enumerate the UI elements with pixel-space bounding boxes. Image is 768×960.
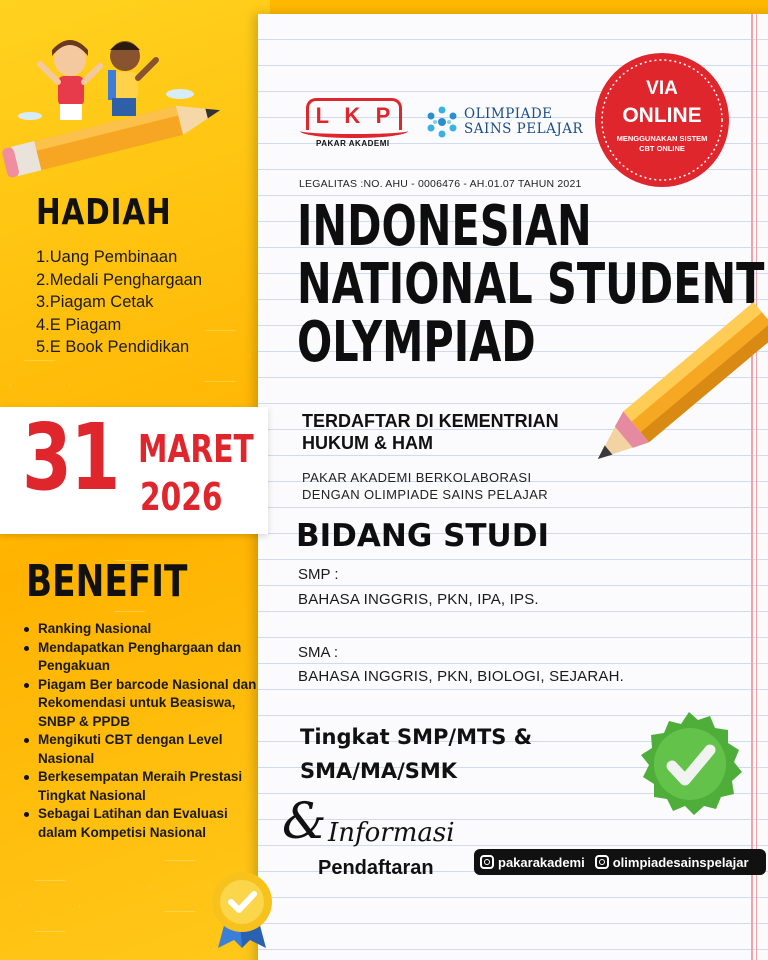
tingkat-line: Tingkat SMP/MTS & (300, 725, 533, 749)
list-item: Sebagai Latihan dan Evaluasi dalam Kompetisi Nasional (22, 805, 267, 842)
seal-subtext: MENGGUNAKAN SISTEM CBT ONLINE (616, 134, 708, 153)
list-item: 2.Medali Penghargaan (36, 270, 203, 289)
lkp-letter: P (375, 102, 393, 128)
award-badge-icon (204, 868, 280, 948)
lkp-swoosh-icon (300, 124, 408, 138)
instagram-icon (480, 855, 494, 869)
collab-line: DENGAN OLIMPIADE SAINS PELAJAR (302, 487, 549, 502)
list-item: Piagam Ber barcode Nasional dan Rekomendasi untuk Beasiswa, SNBP & PPDB (22, 676, 267, 732)
sma-label: SMA : (298, 644, 339, 661)
pendaftaran-text: Pendaftaran (318, 857, 434, 879)
list-item: 1.Uang Pembinaan (36, 248, 178, 266)
smp-label: SMP : (298, 566, 339, 583)
legal-text: LEGALITAS :NO. AHU - 0006476 - AH.01.07 TAHUN 2021 (299, 178, 582, 190)
title-line: OLYMPIAD (297, 310, 536, 375)
benefit-list (22, 620, 267, 842)
list-item: Berkesempatan Meraih Prestasi Tingkat Nasional (22, 768, 267, 805)
registration-line: TERDAFTAR DI KEMENTRIAN (302, 411, 559, 431)
osp-logo-text (464, 107, 583, 137)
ampersand-decoration: & (282, 792, 327, 850)
bidang-studi-title: BIDANG STUDI (296, 518, 549, 554)
tingkat-line: SMA/MA/SMK (300, 759, 458, 783)
check-badge-icon (632, 708, 746, 822)
date-month: MARET (138, 427, 254, 471)
informasi-text: Informasi (328, 818, 455, 848)
registration-line: HUKUM & HAM (302, 433, 433, 453)
registration-note (302, 410, 559, 454)
list-item: 3.Piagam Cetak (36, 293, 154, 311)
list-item: Mengikuti CBT dengan Level Nasional (22, 731, 267, 768)
instagram-icon (595, 855, 609, 869)
lkp-subtitle: PAKAR AKADEMI (316, 139, 390, 148)
social-bar (474, 849, 766, 875)
list-item: Ranking Nasional (22, 620, 267, 639)
tingkat-text (300, 720, 532, 788)
osp-line: SAINS PELAJAR (464, 121, 584, 137)
lkp-letter: L (315, 102, 332, 128)
lkp-letter: K (344, 102, 363, 128)
date-year: 2026 (140, 475, 223, 519)
list-item: 4.E Piagam (36, 315, 122, 334)
hadiah-list (36, 246, 202, 359)
osp-line: OLIMPIADE (464, 106, 553, 122)
title-line: NATIONAL STUDENT (297, 252, 765, 317)
list-item: 5.E Book Pendidikan (36, 338, 190, 356)
instagram-link[interactable]: pakarakademi (498, 854, 585, 870)
collaboration-note (302, 469, 548, 503)
hadiah-title: HADIAH (36, 192, 172, 233)
kids-on-pencil-illustration (0, 20, 240, 180)
title-line: INDONESIAN (297, 194, 592, 259)
collab-line: PAKAR AKADEMI BERKOLABORASI (302, 470, 532, 485)
date-day: 31 (22, 404, 119, 511)
seal-text: ONLINE (622, 104, 702, 127)
osp-molecule-icon (424, 104, 460, 140)
seal-text: VIA (646, 78, 678, 99)
benefit-title: BENEFIT (26, 556, 188, 607)
smp-subjects: BAHASA INGGRIS, PKN, IPA, IPS. (298, 591, 539, 608)
sma-subjects: BAHASA INGGRIS, PKN, BIOLOGI, SEJARAH. (298, 668, 625, 685)
instagram-link[interactable]: olimpiadesainspelajar (612, 854, 749, 870)
list-item: Mendapatkan Penghargaan dan Pengakuan (22, 639, 267, 676)
pencil-icon (570, 300, 768, 510)
